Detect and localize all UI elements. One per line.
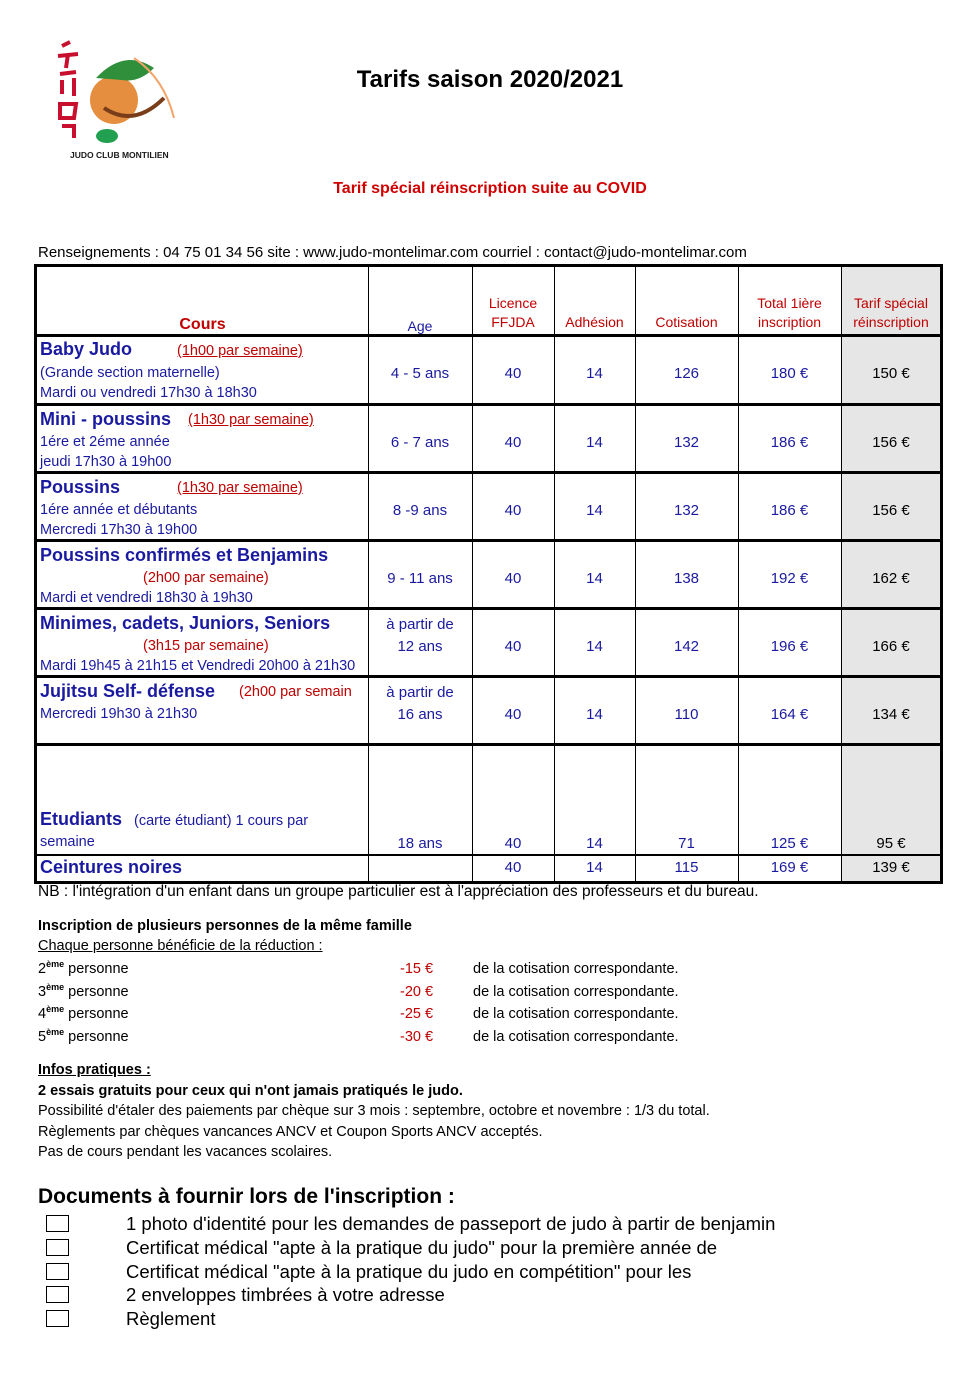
course-name: Mini - poussins: [40, 409, 172, 429]
adhesion-value: 14: [586, 434, 603, 451]
course-desc: 1ére année et débutants: [40, 502, 198, 518]
course-desc: (Grande section maternelle): [40, 365, 220, 381]
licence-value: 40: [504, 570, 522, 587]
cotisation-value: 71: [678, 835, 695, 852]
total-value: 125 €: [770, 835, 809, 852]
family-item-text: de la cotisation correspondante.: [473, 984, 679, 1000]
total-value: 192 €: [770, 570, 809, 587]
cotisation-value: 115: [674, 859, 699, 876]
total-value: 164 €: [770, 706, 809, 723]
header-total-2: inscription: [757, 314, 822, 330]
total-value: 180 €: [770, 365, 809, 382]
table-row: [37, 474, 940, 539]
total-value: 186 €: [770, 434, 809, 451]
age-value: 12 ans: [397, 638, 443, 655]
course-schedule: Mercredi 17h30 à 19h00: [40, 522, 198, 538]
course-schedule: Mercredi 19h30 à 21h30: [40, 706, 198, 722]
family-subtitle: Chaque personne bénéficie de la réduction :: [38, 938, 323, 954]
table-row: [37, 406, 940, 471]
course-name: Baby Judo: [40, 339, 133, 359]
document-item: 1 photo d'identité pour les demandes de passeport de judo à partir de benjamin: [126, 1213, 776, 1234]
documents-title: Documents à fournir lors de l'inscription :: [38, 1185, 455, 1208]
course-name: Ceintures noires: [40, 857, 183, 877]
family-item-label: 2ème personne: [38, 959, 129, 977]
infos-line: Règlements par chèques vancances ANCV et Coupon Sports ANCV acceptés.: [38, 1124, 543, 1140]
table-row: [37, 610, 940, 675]
header-special-1: Tarif spécial: [854, 295, 928, 311]
table-row: [37, 337, 940, 405]
document-checkbox[interactable]: [46, 1215, 69, 1232]
course-frequency: (1h30 par semaine): [177, 480, 303, 496]
course-schedule: Mardi ou vendredi 17h30 à 18h30: [40, 385, 257, 401]
infos-line: Pas de cours pendant les vacances scolaires.: [38, 1144, 333, 1160]
cotisation-value: 142: [673, 638, 700, 655]
age-value: 16 ans: [397, 706, 443, 723]
course-schedule: jeudi 17h30 à 19h00: [40, 454, 172, 470]
cotisation-value: 132: [673, 502, 700, 519]
licence-value: 40: [504, 502, 522, 519]
adhesion-value: 14: [586, 706, 603, 723]
document-item: Règlement: [126, 1308, 216, 1329]
club-logo: [44, 38, 189, 163]
document-item: Certificat médical "apte à la pratique du judo en compétition" pour les: [126, 1261, 692, 1282]
nb-note: NB : l'intégration d'un enfant dans un groupe particulier est à l'appréciation des professeurs et du bureau.: [38, 883, 759, 900]
header-adhesion: Adhésion: [565, 314, 624, 330]
course-name: Minimes, cadets, Juniors, Seniors: [40, 613, 331, 633]
family-item-value: -25 €: [400, 1006, 434, 1022]
course-name: Poussins confirmés et Benjamins: [40, 545, 329, 565]
logo-text: JUDO CLUB MONTILIEN: [70, 150, 169, 160]
family-item-label: 4ème personne: [38, 1004, 129, 1022]
course-schedule: semaine: [40, 834, 95, 850]
course-desc: 1ére et 2éme année: [40, 434, 170, 450]
age-from: à partir de: [386, 616, 454, 633]
special-value: 162 €: [872, 570, 910, 587]
family-item-text: de la cotisation correspondante.: [473, 961, 679, 977]
licence-value: 40: [504, 638, 522, 655]
header-cours: Cours: [179, 316, 226, 333]
cotisation-value: 110: [674, 706, 699, 723]
course-frequency: (3h15 par semaine): [143, 638, 269, 654]
licence-value: 40: [504, 835, 522, 852]
licence-value: 40: [504, 706, 522, 723]
header-licence-2: FFJDA: [491, 314, 535, 330]
special-value: 95 €: [876, 835, 906, 852]
course-schedule: Mardi 19h45 à 21h15 et Vendredi 20h00 à 21h30: [40, 658, 356, 674]
adhesion-value: 14: [586, 502, 603, 519]
special-value: 134 €: [872, 706, 910, 723]
special-value: 139 €: [872, 859, 910, 876]
age-value: 6 - 7 ans: [390, 434, 450, 451]
page-title: Tarifs saison 2020/2021: [356, 66, 624, 93]
family-item-value: -30 €: [400, 1029, 434, 1045]
age-value: 9 - 11 ans: [387, 570, 453, 587]
course-schedule: Mardi et vendredi 18h30 à 19h30: [40, 590, 253, 606]
family-item-label: 3ème personne: [38, 982, 129, 1000]
infos-bold-line: 2 essais gratuits pour ceux qui n'ont jamais pratiqués le judo.: [38, 1083, 463, 1099]
page-subtitle: Tarif spécial réinscription suite au COVID: [333, 180, 647, 197]
document-checkbox[interactable]: [46, 1239, 69, 1256]
age-value: 8 -9 ans: [392, 502, 448, 519]
cotisation-value: 126: [673, 365, 700, 382]
course-name: Poussins: [40, 477, 121, 497]
document-checkbox[interactable]: [46, 1263, 69, 1280]
document-checkbox[interactable]: [46, 1310, 69, 1327]
special-value: 150 €: [872, 365, 910, 382]
table-row: [37, 678, 940, 743]
total-value: 196 €: [770, 638, 809, 655]
document-item: 2 enveloppes timbrées à votre adresse: [126, 1284, 445, 1305]
course-name: Etudiants: [40, 809, 123, 829]
special-value: 156 €: [872, 502, 910, 519]
licence-value: 40: [504, 859, 522, 876]
course-frequency: (1h00 par semaine): [177, 343, 303, 359]
total-value: 169 €: [770, 859, 809, 876]
course-frequency: (1h30 par semaine): [188, 412, 314, 428]
header-total-1: Total 1ière: [757, 295, 822, 311]
document-item: Certificat médical "apte à la pratique du judo" pour la première année de: [126, 1237, 718, 1258]
family-title: Inscription de plusieurs personnes de la même famille: [38, 918, 412, 934]
adhesion-value: 14: [586, 365, 603, 382]
family-item-value: -15 €: [400, 961, 434, 977]
cotisation-value: 138: [673, 570, 700, 587]
course-desc: (carte étudiant) 1 cours par: [134, 813, 309, 829]
licence-value: 40: [504, 365, 522, 382]
adhesion-value: 14: [586, 859, 603, 876]
table-row: [37, 746, 940, 854]
special-value: 166 €: [872, 638, 910, 655]
licence-value: 40: [504, 434, 522, 451]
header-licence-1: Licence: [488, 295, 538, 311]
adhesion-value: 14: [586, 638, 603, 655]
cotisation-value: 132: [673, 434, 700, 451]
total-value: 186 €: [770, 502, 809, 519]
course-frequency: (2h00 par semaine): [143, 570, 269, 586]
infos-line: Possibilité d'étaler des paiements par chèque sur 3 mois : septembre, octobre et novembre : 1/3 du total.: [38, 1103, 710, 1119]
header-age: Age: [407, 318, 433, 334]
table-header: [37, 267, 940, 337]
family-item-text: de la cotisation correspondante.: [473, 1006, 679, 1022]
age-value: 4 - 5 ans: [390, 365, 450, 382]
contact-line: Renseignements : 04 75 01 34 56 site : www.judo-montelimar.com courriel : contact@judo-montelimar.com: [38, 244, 747, 261]
pricing-table: [34, 264, 943, 884]
header-cotisation: Cotisation: [655, 314, 718, 330]
adhesion-value: 14: [586, 835, 603, 852]
infos-title: Infos pratiques :: [38, 1062, 151, 1078]
header-special-2: réinscription: [853, 314, 929, 330]
table-row: [37, 856, 940, 881]
table-row: [37, 542, 940, 607]
age-from: à partir de: [386, 684, 454, 701]
document-checkbox[interactable]: [46, 1286, 69, 1303]
course-name: Jujitsu Self- défense: [40, 681, 216, 701]
family-item-value: -20 €: [400, 984, 434, 1000]
age-value: 18 ans: [397, 835, 443, 852]
course-frequency: (2h00 par semain: [239, 684, 352, 700]
family-item-text: de la cotisation correspondante.: [473, 1029, 679, 1045]
adhesion-value: 14: [586, 570, 603, 587]
special-value: 156 €: [872, 434, 910, 451]
family-item-label: 5ème personne: [38, 1027, 129, 1045]
